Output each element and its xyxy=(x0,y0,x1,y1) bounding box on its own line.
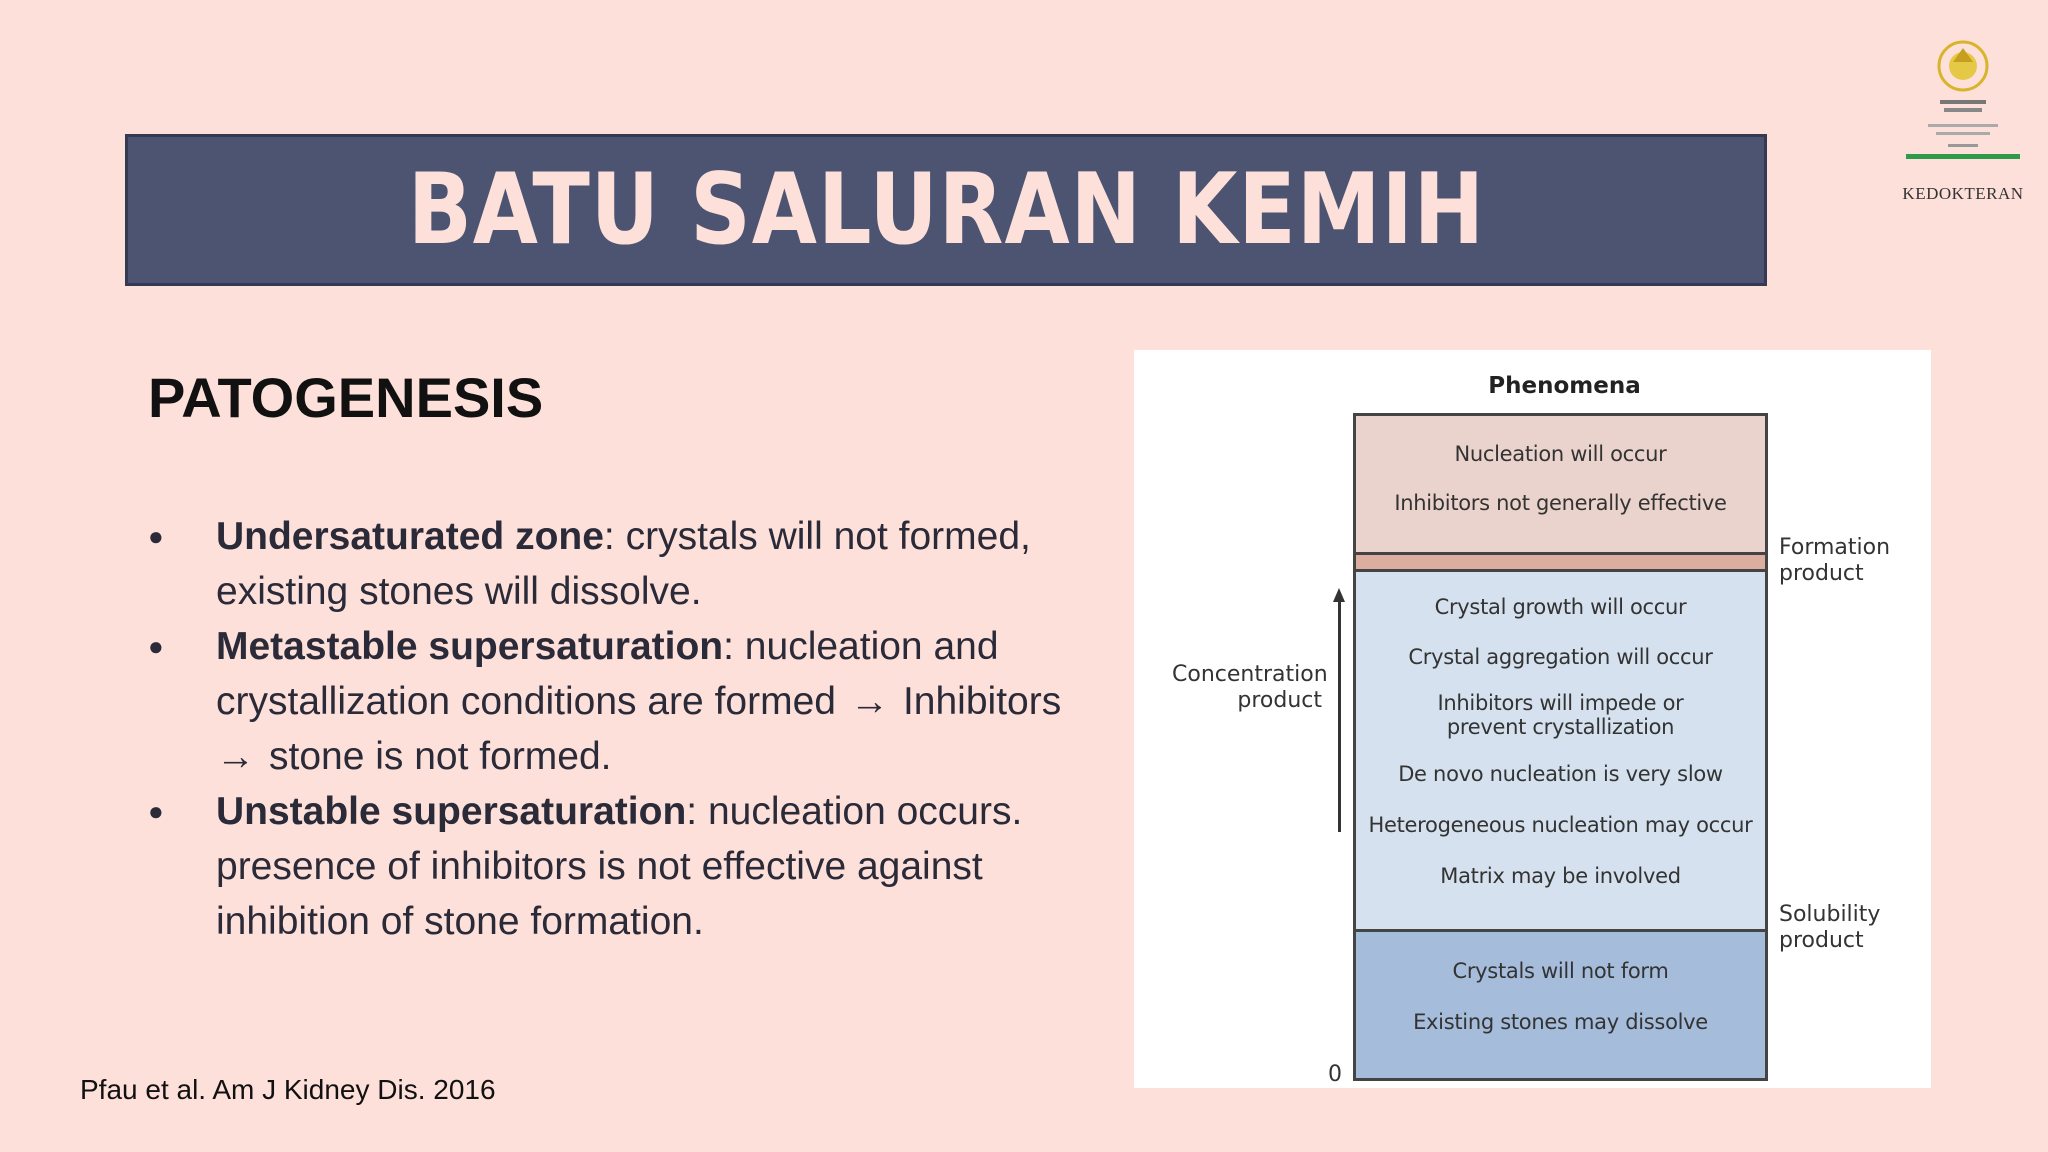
slide-title: BATU SALURAN KEMIH xyxy=(407,153,1485,267)
bullet-term: Unstable supersaturation xyxy=(216,790,687,833)
right-arrow-icon: → xyxy=(216,735,255,778)
bullet-term: Metastable supersaturation xyxy=(216,625,724,668)
university-seal-icon xyxy=(1898,34,2028,154)
bullet-text: : nucleation occurs. presence of inhibitors is not effective against inhibition of stone formation. xyxy=(216,790,1023,943)
band-text: Matrix may be involved xyxy=(1440,864,1681,888)
section-heading: PATOGENESIS xyxy=(148,366,544,429)
label-line: product xyxy=(1237,688,1322,713)
band-transition xyxy=(1353,552,1768,572)
label-line: product xyxy=(1779,928,1864,953)
band-text: prevent crystallization xyxy=(1446,715,1675,739)
band-text: Existing stones may dissolve xyxy=(1413,1010,1708,1034)
bullet-metastable xyxy=(148,619,1108,784)
logo-label: KEDOKTERAN xyxy=(1902,184,2024,203)
phenomena-figure xyxy=(1134,350,1931,1088)
label-line: Solubility xyxy=(1779,902,1881,927)
university-logo xyxy=(1898,34,2028,214)
label-line: product xyxy=(1779,561,1864,586)
label-line: Concentration xyxy=(1172,662,1328,687)
band-text: Crystal growth will occur xyxy=(1434,595,1687,619)
bullet-unstable xyxy=(148,784,1108,949)
bullet-undersaturated xyxy=(148,509,1108,619)
bullet-text: : nucleation and crystallization conditions are formed xyxy=(216,625,999,723)
bullet-term: Undersaturated zone xyxy=(216,515,604,558)
citation: Pfau et al. Am J Kidney Dis. 2016 xyxy=(80,1074,496,1105)
band-text: Inhibitors not generally effective xyxy=(1394,491,1727,515)
label-line: Formation xyxy=(1779,535,1891,560)
band-text: Heterogeneous nucleation may occur xyxy=(1368,813,1753,837)
band-text: Nucleation will occur xyxy=(1454,442,1667,466)
title-bar xyxy=(125,134,1767,286)
concentration-axis xyxy=(1338,596,1341,832)
band-text: Inhibitors will impede or xyxy=(1437,691,1684,715)
concentration-label xyxy=(1172,662,1328,714)
right-arrow-icon: → xyxy=(849,680,889,723)
band-metastable xyxy=(1353,572,1768,932)
zero-label: 0 xyxy=(1328,1062,1342,1087)
bullet-text: stone is not formed. xyxy=(269,735,612,778)
solubility-product-label xyxy=(1779,902,1880,954)
bullet-text: : crystals will not formed, existing stones will dissolve. xyxy=(216,515,1031,613)
bullet-list xyxy=(148,509,1108,949)
band-unstable xyxy=(1353,413,1768,552)
band-undersaturated xyxy=(1353,929,1768,1081)
band-text: Crystals will not form xyxy=(1452,959,1669,983)
band-text: De novo nucleation is very slow xyxy=(1398,762,1723,786)
bullet-text: Inhibitors xyxy=(902,680,1062,723)
figure-heading: Phenomena xyxy=(1488,373,1641,399)
band-text: Crystal aggregation will occur xyxy=(1408,645,1713,669)
logo-divider xyxy=(1906,154,2020,159)
formation-product-label xyxy=(1779,535,1890,587)
